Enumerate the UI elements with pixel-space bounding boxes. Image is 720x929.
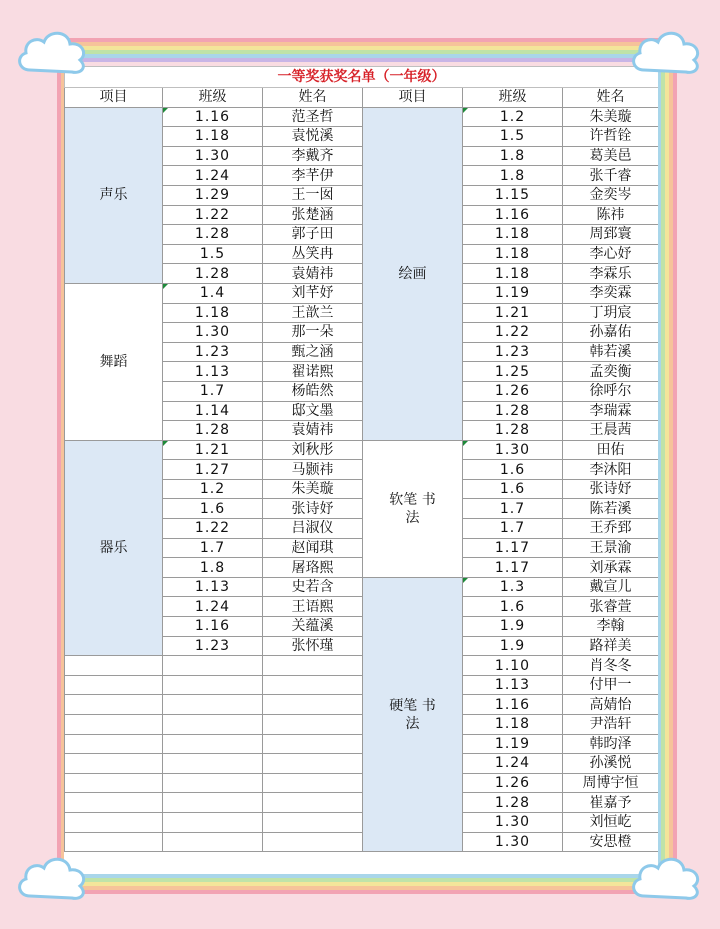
class-cell: 1.26 [463, 381, 563, 401]
name-cell: 张千睿 [563, 166, 659, 186]
table-row [65, 812, 659, 832]
class-cell: 1.8 [463, 146, 563, 166]
class-cell: 1.5 [163, 244, 263, 264]
table-row [65, 773, 659, 793]
name-cell: 吕淑仪 [263, 519, 363, 539]
name-cell: 张诗妤 [263, 499, 363, 519]
name-cell: 尹浩轩 [563, 715, 659, 735]
name-cell: 那一朵 [263, 323, 363, 343]
class-cell: 1.28 [463, 793, 563, 813]
empty-cell [263, 656, 363, 676]
category-cell: 软笔 书 法 [363, 440, 463, 577]
class-cell: 1.6 [163, 499, 263, 519]
class-cell: 1.7 [163, 538, 263, 558]
name-cell: 郭子田 [263, 225, 363, 245]
class-cell: 1.30 [463, 832, 563, 852]
name-cell: 丛笑冉 [263, 244, 363, 264]
class-cell: 1.5 [463, 127, 563, 147]
class-cell: 1.19 [463, 734, 563, 754]
name-cell: 王一囡 [263, 185, 363, 205]
name-cell: 袁悦溪 [263, 127, 363, 147]
name-cell: 王语熙 [263, 597, 363, 617]
name-cell: 肖冬冬 [563, 656, 659, 676]
name-cell: 李瑞霖 [563, 401, 659, 421]
name-cell: 李戴齐 [263, 146, 363, 166]
name-cell: 崔嘉予 [563, 793, 659, 813]
empty-cell [163, 675, 263, 695]
column-header: 项目 [363, 88, 463, 108]
empty-cell [163, 715, 263, 735]
empty-cell [163, 734, 263, 754]
class-cell: 1.16 [463, 205, 563, 225]
name-cell: 邸文墨 [263, 401, 363, 421]
class-cell: 1.28 [463, 421, 563, 441]
empty-cell [65, 793, 163, 813]
class-cell: 1.28 [163, 421, 263, 441]
class-cell: 1.22 [463, 323, 563, 343]
column-header: 项目 [65, 88, 163, 108]
category-cell: 绘画 [363, 107, 463, 440]
table-row [65, 734, 659, 754]
name-cell: 许哲铨 [563, 127, 659, 147]
name-cell: 袁婧祎 [263, 264, 363, 284]
table-row [65, 283, 659, 303]
name-cell: 史若含 [263, 577, 363, 597]
name-cell: 王晨茜 [563, 421, 659, 441]
class-cell: 1.13 [463, 675, 563, 695]
class-cell: 1.16 [163, 617, 263, 637]
class-cell: 1.6 [463, 479, 563, 499]
name-cell: 王乔郅 [563, 519, 659, 539]
table-row [65, 832, 659, 852]
name-cell: 李芊伊 [263, 166, 363, 186]
table-row [65, 695, 659, 715]
empty-cell [65, 715, 163, 735]
name-cell: 李心妤 [563, 244, 659, 264]
empty-cell [65, 812, 163, 832]
class-cell: 1.18 [463, 244, 563, 264]
class-cell: 1.21 [463, 303, 563, 323]
name-cell: 张诗妤 [563, 479, 659, 499]
cloud-icon [14, 852, 92, 904]
name-cell: 韩若溪 [563, 342, 659, 362]
cloud-icon [628, 852, 706, 904]
title-row [65, 67, 659, 88]
class-cell: 1.6 [463, 460, 563, 480]
name-cell: 李沐阳 [563, 460, 659, 480]
empty-cell [263, 812, 363, 832]
name-cell: 路祥美 [563, 636, 659, 656]
name-cell: 田佑 [563, 440, 659, 460]
empty-cell [263, 773, 363, 793]
cloud-icon [628, 26, 706, 78]
name-cell: 朱美璇 [263, 479, 363, 499]
class-cell: 1.24 [463, 754, 563, 774]
empty-cell [263, 793, 363, 813]
class-cell: 1.14 [163, 401, 263, 421]
class-cell: 1.30 [463, 812, 563, 832]
class-cell: 1.9 [463, 636, 563, 656]
empty-cell [65, 754, 163, 774]
class-cell: 1.7 [463, 519, 563, 539]
class-cell: 1.16 [463, 695, 563, 715]
class-cell: 1.28 [163, 264, 263, 284]
name-cell: 徐呼尔 [563, 381, 659, 401]
empty-cell [65, 695, 163, 715]
name-cell: 戴宣儿 [563, 577, 659, 597]
page-title: 一等奖获奖名单（一年级） [65, 67, 659, 88]
class-cell: 1.16 [163, 107, 263, 127]
class-cell: 1.7 [463, 499, 563, 519]
empty-cell [65, 773, 163, 793]
empty-cell [163, 812, 263, 832]
empty-cell [263, 715, 363, 735]
name-cell: 刘芊妤 [263, 283, 363, 303]
empty-cell [263, 695, 363, 715]
cloud-icon [14, 26, 92, 78]
empty-cell [163, 832, 263, 852]
class-cell: 1.18 [163, 127, 263, 147]
name-cell: 陈祎 [563, 205, 659, 225]
class-cell: 1.26 [463, 773, 563, 793]
class-cell: 1.30 [163, 146, 263, 166]
class-cell: 1.3 [463, 577, 563, 597]
table-row [65, 754, 659, 774]
name-cell: 马颢祎 [263, 460, 363, 480]
class-cell: 1.29 [163, 185, 263, 205]
name-cell: 袁婧祎 [263, 421, 363, 441]
name-cell: 周博宇恒 [563, 773, 659, 793]
class-cell: 1.23 [463, 342, 563, 362]
class-cell: 1.4 [163, 283, 263, 303]
name-cell: 付甲一 [563, 675, 659, 695]
category-cell: 声乐 [65, 107, 163, 283]
name-cell: 李奕霖 [563, 283, 659, 303]
class-cell: 1.25 [463, 362, 563, 382]
class-cell: 1.19 [463, 283, 563, 303]
empty-cell [263, 675, 363, 695]
class-cell: 1.18 [463, 225, 563, 245]
empty-cell [163, 793, 263, 813]
name-cell: 高婧怡 [563, 695, 659, 715]
name-cell: 杨皓然 [263, 381, 363, 401]
class-cell: 1.13 [163, 577, 263, 597]
empty-cell [163, 695, 263, 715]
table-row [65, 656, 659, 676]
class-cell: 1.30 [463, 440, 563, 460]
name-cell: 李翰 [563, 617, 659, 637]
class-cell: 1.24 [163, 597, 263, 617]
class-cell: 1.28 [463, 401, 563, 421]
class-cell: 1.21 [163, 440, 263, 460]
class-cell: 1.8 [163, 558, 263, 578]
name-cell: 丁玥宸 [563, 303, 659, 323]
class-cell: 1.24 [163, 166, 263, 186]
category-cell: 硬笔 书 法 [363, 577, 463, 851]
name-cell: 张怀瑾 [263, 636, 363, 656]
name-cell: 张楚涵 [263, 205, 363, 225]
award-sheet [64, 66, 658, 874]
empty-cell [65, 675, 163, 695]
name-cell: 李霖乐 [563, 264, 659, 284]
class-cell: 1.9 [463, 617, 563, 637]
name-cell: 金奕岑 [563, 185, 659, 205]
name-cell: 朱美璇 [563, 107, 659, 127]
empty-cell [263, 832, 363, 852]
category-cell: 器乐 [65, 440, 163, 656]
name-cell: 甄之涵 [263, 342, 363, 362]
table-row [65, 793, 659, 813]
class-cell: 1.27 [163, 460, 263, 480]
column-header: 姓名 [563, 88, 659, 108]
class-cell: 1.10 [463, 656, 563, 676]
class-cell: 1.6 [463, 597, 563, 617]
class-cell: 1.8 [463, 166, 563, 186]
column-header: 班级 [163, 88, 263, 108]
name-cell: 安思橙 [563, 832, 659, 852]
class-cell: 1.7 [163, 381, 263, 401]
class-cell: 1.18 [463, 715, 563, 735]
class-cell: 1.17 [463, 538, 563, 558]
class-cell: 1.17 [463, 558, 563, 578]
name-cell: 孙溪悦 [563, 754, 659, 774]
class-cell: 1.30 [163, 323, 263, 343]
name-cell: 屠珞熙 [263, 558, 363, 578]
empty-cell [65, 656, 163, 676]
class-cell: 1.18 [163, 303, 263, 323]
class-cell: 1.23 [163, 636, 263, 656]
name-cell: 刘秋彤 [263, 440, 363, 460]
empty-cell [65, 734, 163, 754]
name-cell: 孟奕衡 [563, 362, 659, 382]
class-cell: 1.2 [163, 479, 263, 499]
name-cell: 周郅寰 [563, 225, 659, 245]
empty-cell [263, 754, 363, 774]
column-header: 班级 [463, 88, 563, 108]
name-cell: 翟诺熙 [263, 362, 363, 382]
column-header: 姓名 [263, 88, 363, 108]
name-cell: 赵闻琪 [263, 538, 363, 558]
class-cell: 1.23 [163, 342, 263, 362]
name-cell: 陈若溪 [563, 499, 659, 519]
name-cell: 王歆兰 [263, 303, 363, 323]
class-cell: 1.22 [163, 519, 263, 539]
empty-cell [263, 734, 363, 754]
name-cell: 王景渝 [563, 538, 659, 558]
empty-cell [163, 754, 263, 774]
class-cell: 1.13 [163, 362, 263, 382]
class-cell: 1.28 [163, 225, 263, 245]
name-cell: 孙嘉佑 [563, 323, 659, 343]
table-row [65, 715, 659, 735]
award-table [64, 66, 658, 852]
class-cell: 1.15 [463, 185, 563, 205]
table-row [65, 107, 659, 127]
empty-cell [163, 773, 263, 793]
name-cell: 刘恒屹 [563, 812, 659, 832]
class-cell: 1.2 [463, 107, 563, 127]
name-cell: 关蕴溪 [263, 617, 363, 637]
name-cell: 韩昀泽 [563, 734, 659, 754]
empty-cell [163, 656, 263, 676]
name-cell: 刘承霖 [563, 558, 659, 578]
class-cell: 1.18 [463, 264, 563, 284]
table-row [65, 440, 659, 460]
table-row [65, 675, 659, 695]
category-cell: 舞蹈 [65, 283, 163, 440]
empty-cell [65, 832, 163, 852]
name-cell: 张睿萱 [563, 597, 659, 617]
class-cell: 1.22 [163, 205, 263, 225]
name-cell: 范圣哲 [263, 107, 363, 127]
header-row [65, 88, 659, 108]
name-cell: 葛美邑 [563, 146, 659, 166]
